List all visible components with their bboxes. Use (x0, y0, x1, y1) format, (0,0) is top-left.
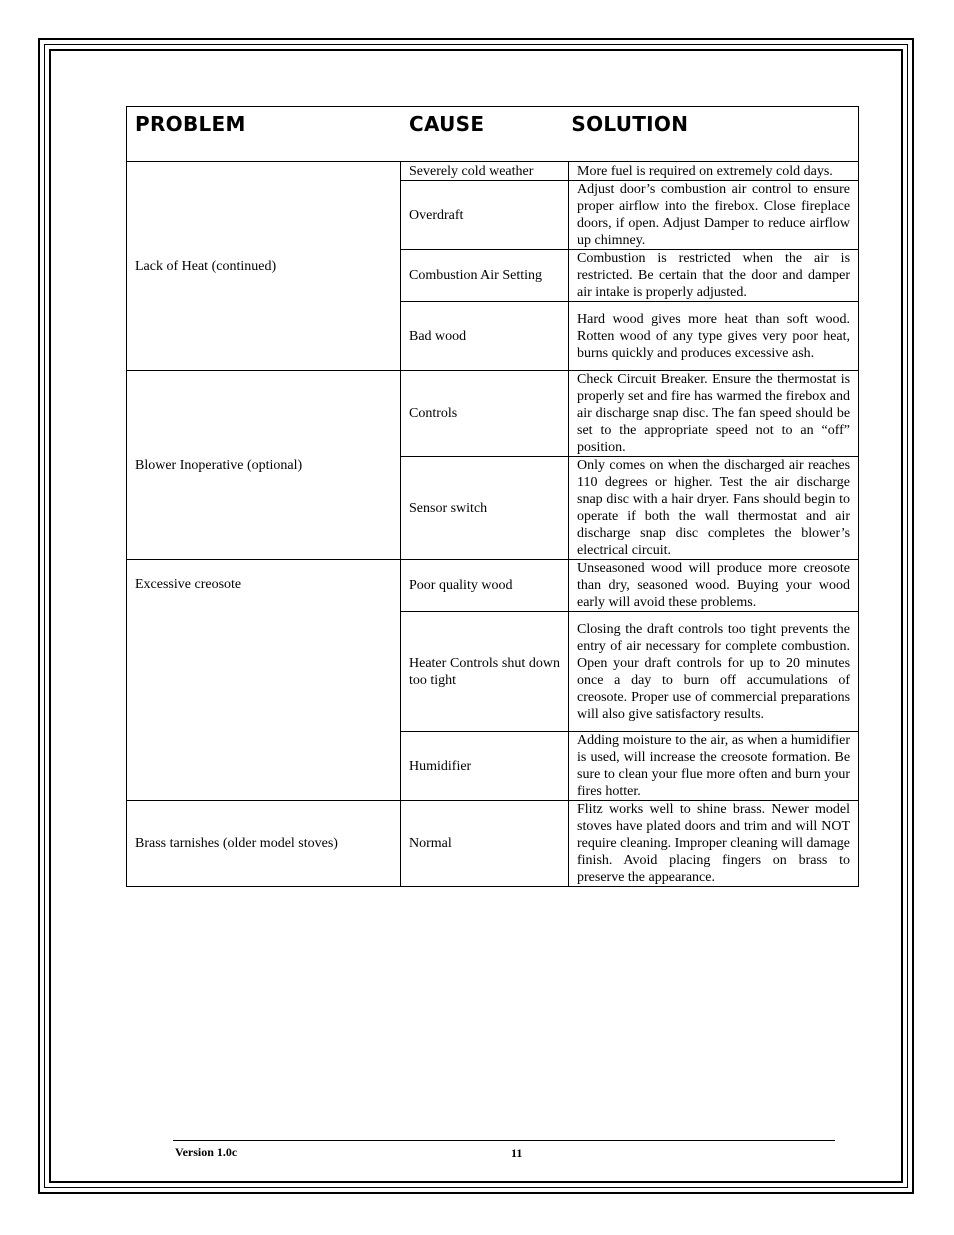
solution-cell: Adjust door’s combustion air control to ensure proper airflow into the firebox. Close fireplace doors, if open. Adjust Damper to reduce airflow up chimney. (569, 181, 859, 250)
footer-divider (173, 1140, 835, 1141)
cause-cell: Severely cold weather (401, 162, 569, 181)
cause-cell: Combustion Air Setting (401, 250, 569, 302)
cause-cell: Heater Controls shut down too tight (401, 612, 569, 732)
header-cause: CAUSE (409, 112, 485, 136)
solution-cell: Closing the draft controls too tight prevents the entry of air necessary for complete combustion. Open your draft controls for up to 20 minutes once a day to burn off accumulations of creosote. Proper use of commercial preparations will also give satisfactory results. (569, 612, 859, 732)
solution-cell: More fuel is required on extremely cold days. (569, 162, 859, 181)
footer-version: Version 1.0c (175, 1145, 238, 1159)
solution-cell: Check Circuit Breaker. Ensure the thermostat is properly set and fire has warmed the firebox and air discharge snap disc. The fan speed should be set to the appropriate speed not to an “off” position. (569, 371, 859, 457)
solution-cell: Adding moisture to the air, as when a humidifier is used, will increase the creosote formation. Be sure to clean your flue more often and burn your fires hotter. (569, 732, 859, 801)
table-row (127, 560, 859, 612)
cause-cell: Controls (401, 371, 569, 457)
table-row (127, 162, 859, 181)
troubleshooting-table (126, 106, 859, 887)
solution-cell: Only comes on when the discharged air reaches 110 degrees or higher. Test the air discharge snap disc with a hair dryer. Fans should begin to operate if both the wall thermostat and air discharge snap disc completes the blower’s electrical circuit. (569, 457, 859, 560)
cause-cell: Bad wood (401, 302, 569, 371)
table-header-cell (127, 107, 859, 162)
problem-cell: Brass tarnishes (older model stoves) (127, 801, 401, 887)
header-problem: PROBLEM (135, 112, 246, 136)
solution-cell: Flitz works well to shine brass. Newer model stoves have plated doors and trim and will NOT require cleaning. Improper cleaning will damage finish. Avoid placing fingers on brass to preserve the appearance. (569, 801, 859, 887)
header-solution: SOLUTION (571, 112, 689, 136)
table-header-row (127, 107, 859, 162)
solution-cell: Hard wood gives more heat than soft wood. Rotten wood of any type gives very poor heat, burns quickly and produces excessive ash. (569, 302, 859, 371)
table-row (127, 371, 859, 457)
page-number: 11 (511, 1146, 523, 1160)
solution-cell: Unseasoned wood will produce more creosote than dry, seasoned wood. Buying your wood early will avoid these problems. (569, 560, 859, 612)
cause-cell: Sensor switch (401, 457, 569, 560)
cause-cell: Normal (401, 801, 569, 887)
cause-cell: Poor quality wood (401, 560, 569, 612)
problem-cell: Lack of Heat (continued) (127, 162, 401, 371)
problem-cell: Blower Inoperative (optional) (127, 371, 401, 560)
table-row (127, 801, 859, 887)
cause-cell: Overdraft (401, 181, 569, 250)
solution-cell: Combustion is restricted when the air is restricted. Be certain that the door and damper air intake is properly adjusted. (569, 250, 859, 302)
cause-cell: Humidifier (401, 732, 569, 801)
problem-cell: Excessive creosote (127, 560, 401, 801)
